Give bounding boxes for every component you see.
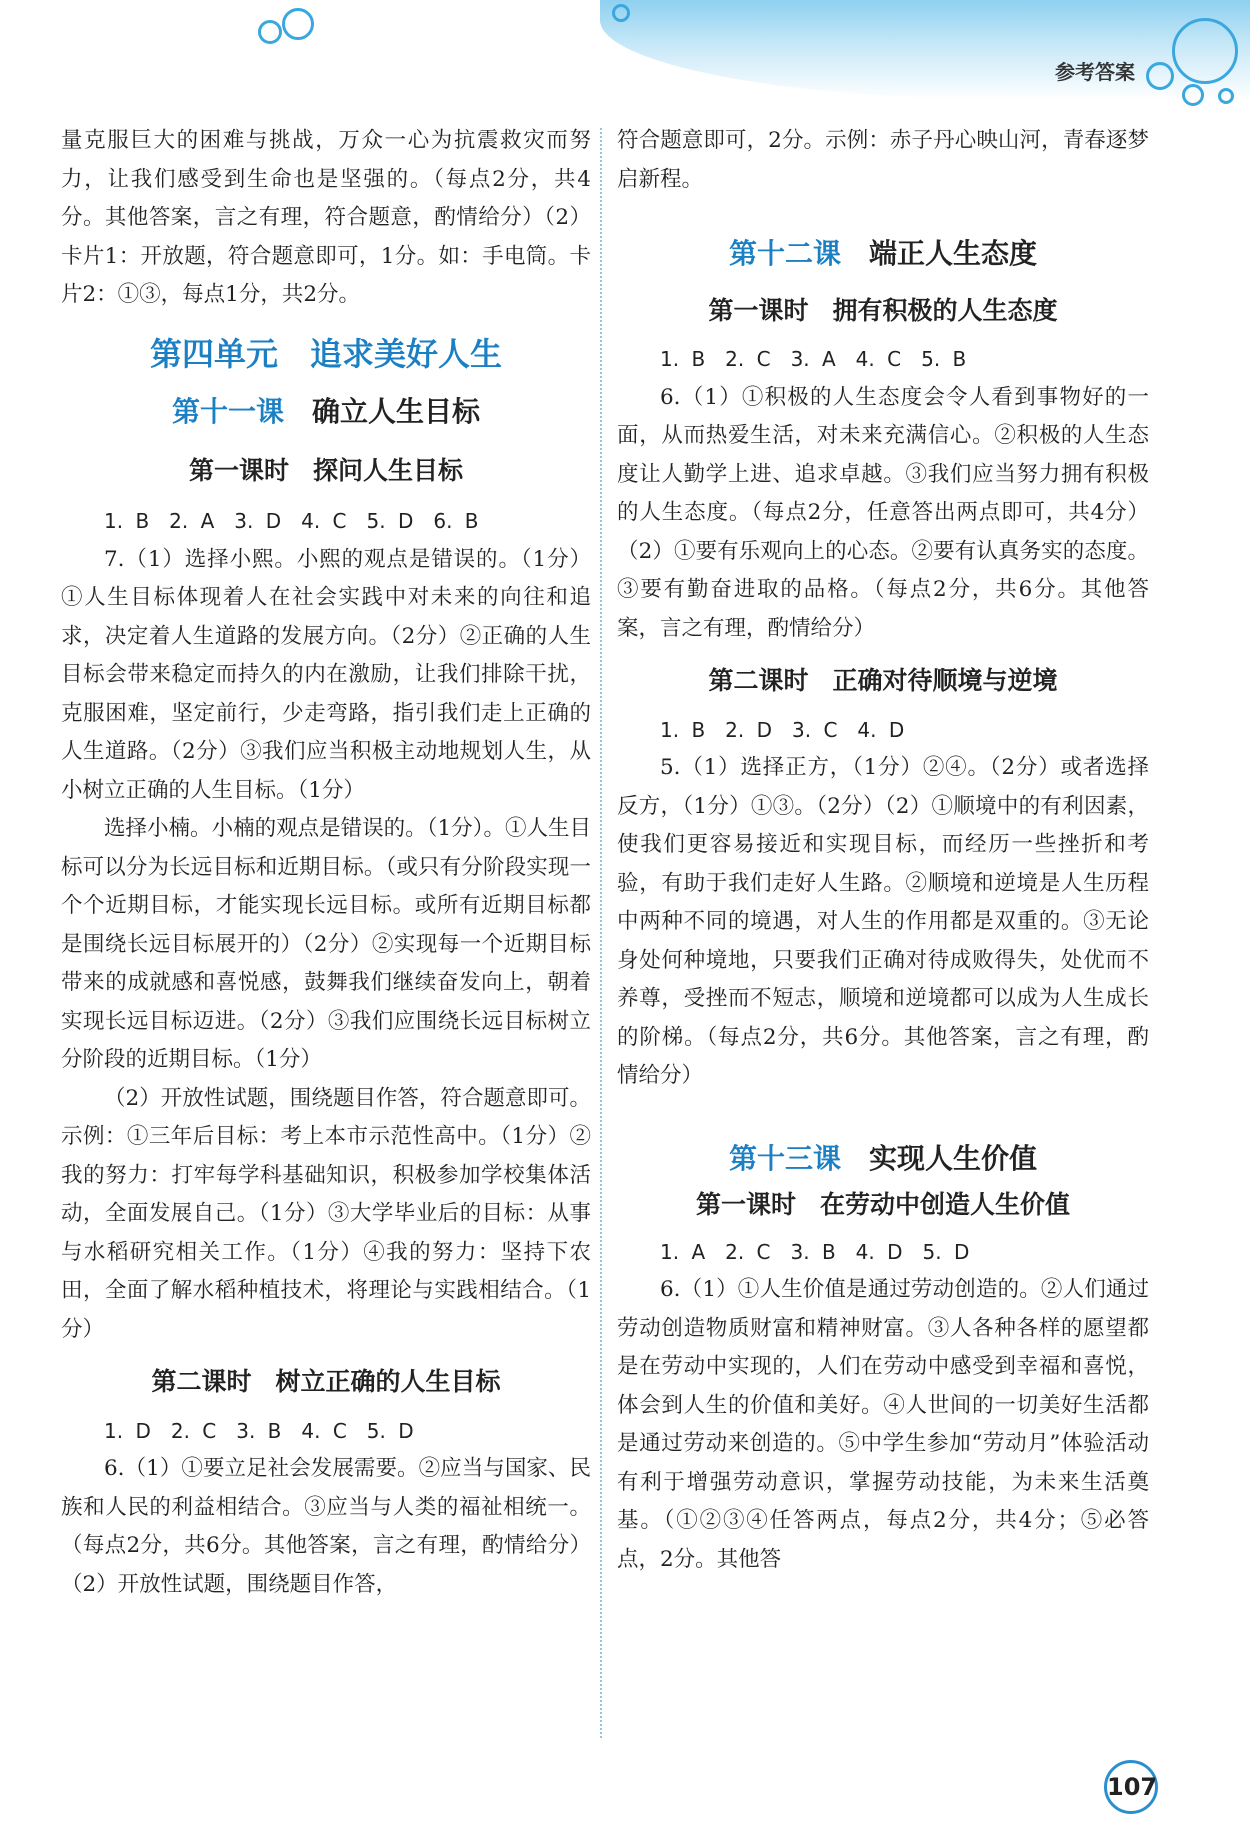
section-number: 第一课时 [188,455,289,485]
section-heading [617,662,1149,701]
answer-paragraph: 符合题意即可，2分。示例：赤子丹心映山河，青春逐梦启新程。 [617,128,1149,192]
page-number: 107 [1104,1760,1158,1814]
answer-paragraph: 5.（1）选择正方，（1分）②④。（2分）或者选择反方，（1分）①③。（2分）（2）①顺境中的有利因素，使我们更容易接近和实现目标，而经历一些挫折和考验，有助于我们走好人生路。②顺境和逆境是人生历程中两种不同的境遇，对人生的作用都是双重的。③无论身处何种境地，只要我们正确对待成败得失，处优而不养尊，受挫而不短志，顺境和逆境都可以成为人生成长的阶梯。（每点2分，共6分。其他答案，言之有理，酌情给分） [617,755,1149,1088]
answer-paragraph: 6.（1）①积极的人生态度会令人看到事物好的一面，从而热爱生活，对未来充满信心。②积极的人生态度让人勤学上进、追求卓越。③我们应当努力拥有积极的人生态度。（每点2分，任意答出两点即可，共4分）（2）①要有乐观向上的心态。②要有认真务实的态度。③要有勤奋进取的品格。（每点2分，共6分。其他答案，言之有理，酌情给分） [617,384,1149,641]
answer-paragraph: 量克服巨大的困难与挑战，万众一心为抗震救灾而努力，让我们感受到生命也是坚强的。（每点2分，共4分。其他答案，言之有理，符合题意，酌情给分）（2）卡片1：开放题，符合题意即可，1分。如：手电筒。卡片2：①③，每点1分，共2分。 [61,128,591,307]
bubble-decoration [1146,62,1174,90]
lesson-number: 第十三课 [728,1141,841,1175]
answer-paragraph: 6.（1）①人生价值是通过劳动创造的。②人们通过劳动创造物质财富和精神财富。③人各种各样的愿望都是在劳动中实现的，人们在劳动中感受到幸福和喜悦，体会到人生的价值和美好。④人世间的一切美好生活都是通过劳动来创造的。⑤中学生参加“劳动月”体验活动有利于增强劳动意识，掌握劳动技能，为未来生活奠基。（①②③④任答两点，每点2分，共4分；⑤必答点，2分。其他答 [617,1277,1149,1572]
section-title: 正确对待顺境与逆境 [832,666,1058,695]
lesson-number: 第十一课 [171,395,284,428]
section-title: 在劳动中创造人生价值 [820,1190,1071,1219]
lesson-title: 确立人生目标 [312,395,481,428]
section-heading [61,1363,591,1402]
bubble-decoration [612,4,630,22]
section-number: 第一课时 [695,1190,796,1219]
lesson-heading [617,1140,1149,1179]
bubble-decoration [258,20,282,44]
section-number: 第一课时 [708,295,809,325]
bubble-decoration [1172,18,1238,84]
section-number: 第二课时 [151,1367,252,1396]
lesson-heading [617,235,1149,274]
multiple-choice-answers: 1. B 2. A 3. D 4. C 5. D 6. B [104,509,479,533]
bubble-decoration [1182,84,1204,106]
multiple-choice-answers: 1. B 2. D 3. C 4. D [660,717,905,742]
lesson-title: 端正人生态度 [869,237,1038,270]
section-title: 拥有积极的人生态度 [832,295,1058,325]
section-heading [617,292,1149,331]
lesson-title: 实现人生价值 [869,1141,1038,1175]
section-heading [61,452,591,491]
lesson-heading [61,393,591,432]
left-column [61,122,591,1604]
section-title: 树立正确的人生目标 [275,1367,501,1396]
multiple-choice-answers: 1. D 2. C 3. B 4. C 5. D [104,1418,414,1443]
answer-paragraph: （2）开放性试题，围绕题目作答，符合题意即可。示例：①三年后目标：考上本市示范性高中。（1分）②我的努力：打牢每学科基础知识，积极参加学校集体活动，全面发展自己。（1分）③大学毕业后的目标：从事与水稻研究相关工作。（1分）④我的努力：坚持下农田，全面了解水稻种植技术，将理论与实践相结合。（1分） [61,1085,591,1342]
multiple-choice-answers: 1. B 2. C 3. A 4. C 5. B [660,347,967,371]
lesson-number: 第十二课 [728,237,841,270]
right-column [617,122,1149,1579]
header-label: 参考答案 [1055,60,1135,84]
section-title: 探问人生目标 [313,455,464,485]
unit-title: 第四单元 追求美好人生 [149,334,502,373]
multiple-choice-answers: 1. A 2. C 3. B 4. D 5. D [660,1239,970,1264]
bubble-decoration [1218,88,1234,104]
column-divider [600,128,602,1738]
section-number: 第二课时 [708,666,809,695]
answer-paragraph: 选择小楠。小楠的观点是错误的。（1分）。①人生目标可以分为长远目标和近期目标。（或只有分阶段实现一个个近期目标，才能实现长远目标。或所有近期目标都是围绕长远目标展开的）（2分）②实现每一个近期目标带来的成就感和喜悦感，鼓舞我们继续奋发向上，朝着实现长远目标迈进。（2分）③我们应围绕长远目标树立分阶段的近期目标。（1分） [61,816,591,1072]
answer-paragraph: 6.（1）①要立足社会发展需要。②应当与国家、民族和人民的利益相结合。③应当与人类的福祉相统一。（每点2分，共6分。其他答案，言之有理，酌情给分）（2）开放性试题，围绕题目作答， [61,1456,591,1597]
answer-paragraph: 7.（1）选择小熙。小熙的观点是错误的。（1分）①人生目标体现着人在社会实践中对未来的向往和追求，决定着人生道路的发展方向。（2分）②正确的人生目标会带来稳定而持久的内在激励，让我们排除干扰，克服困难，坚定前行，少走弯路，指引我们走上正确的人生道路。（2分）③我们应当积极主动地规划人生，从小树立正确的人生目标。（1分） [61,546,591,803]
section-heading [617,1186,1149,1225]
bubble-decoration [282,8,314,40]
